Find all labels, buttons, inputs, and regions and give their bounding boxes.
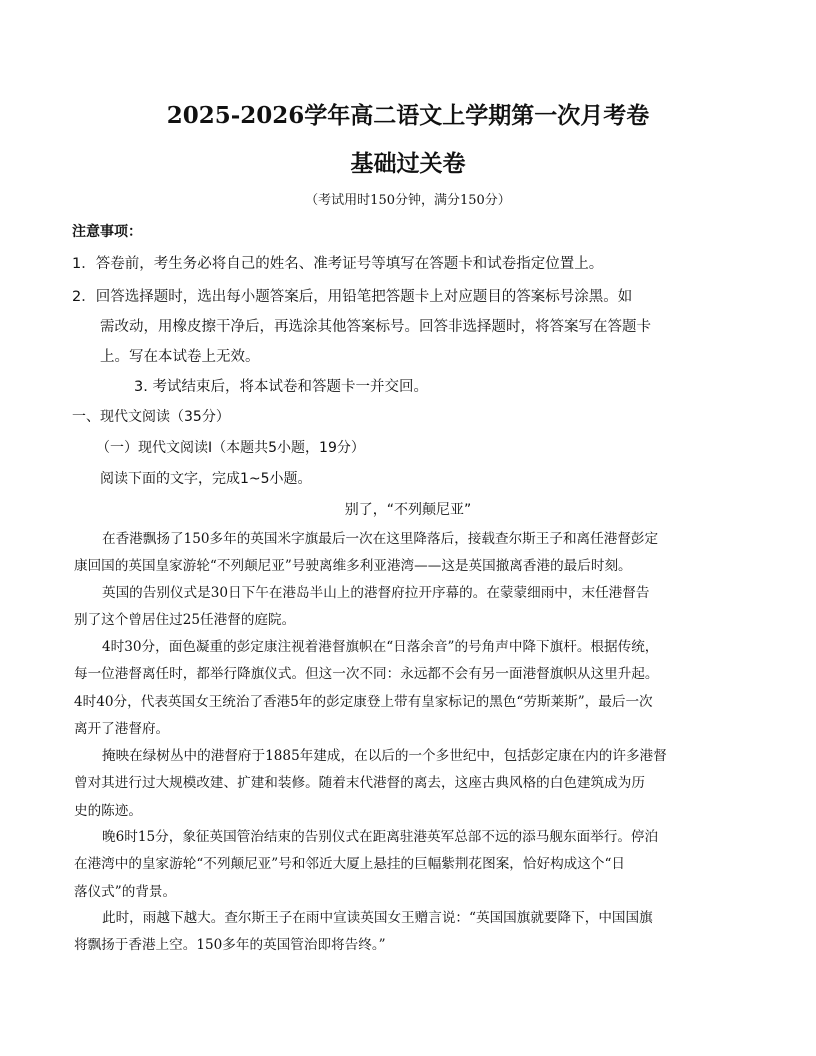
paragraph-line: 曾对其进行过大规模改建、扩建和装修。随着末代港督的离去，这座古典风格的白色建筑成为历 xyxy=(74,775,645,792)
exam-time-note: （考试用时150分钟，满分150分） xyxy=(305,193,511,208)
exam-subtitle-title: 基础过关卷 xyxy=(350,150,466,177)
sub-section-heading: （一）现代文阅读Ⅰ（本题共5小题，19分） xyxy=(96,440,365,456)
paragraph-line: 康回国的英国皇家游轮“不列颠尼亚”号驶离维多利亚港湾——这是英国撤离香港的最后时刻。 xyxy=(74,558,632,575)
article-paragraph-6 xyxy=(74,905,742,960)
paragraph-line: 别了这个曾居住过25任港督的庭院。 xyxy=(74,612,296,629)
paragraph-line: 在港湾中的皇家游轮“不列颠尼亚”号和邻近大厦上悬挂的巨幅紫荆花图案，恰好构成这个“日 xyxy=(74,856,626,873)
notice-heading: 注意事项： xyxy=(72,224,142,240)
paragraph-line: 掩映在绿树丛中的港督府于1885年建成，在以后的一个多世纪中，包括彭定康在内的许多港督 xyxy=(102,748,667,764)
paragraph-line: 落仪式”的背景。 xyxy=(74,883,177,900)
article-paragraph-4 xyxy=(74,743,742,825)
paragraph-line: 此时，雨越下越大。查尔斯王子在雨中宣读英国女王赠言说：“英国国旗就要降下，中国国旗 xyxy=(102,910,653,926)
paragraph-line: 将飘扬于香港上空。150多年的英国管治即将告终。” xyxy=(74,937,386,954)
article-paragraph-3 xyxy=(74,634,742,743)
paragraph-line: 在香港飘扬了150多年的英国米字旗最后一次在这里降落后，接载查尔斯王子和离任港督彭定 xyxy=(102,531,659,547)
notice-item-3: 3. 考试结束后，将本试卷和答题卡一并交回。 xyxy=(134,379,428,395)
reading-instruction: 阅读下面的文字，完成1~5小题。 xyxy=(100,471,312,487)
paragraph-line: 离开了港督府。 xyxy=(74,720,170,737)
article-paragraph-5 xyxy=(74,824,742,906)
paragraph-line: 每一位港督离任时，都举行降旗仪式。但这一次不同：永远都不会有另一面港督旗帜从这里升起。 xyxy=(74,666,659,683)
notice-item-1: 1．答卷前，考生务必将自己的姓名、准考证号等填写在答题卡和试卷指定位置上。 xyxy=(72,256,604,272)
paragraph-line: 4时30分，面色凝重的彭定康注视着港督旗帜在“日落余音”的号角声中降下旗杆。根据传统， xyxy=(102,639,659,655)
paragraph-line: 英国的告别仪式是30日下午在港岛半山上的港督府拉开序幕的。在蒙蒙细雨中，末任港督告 xyxy=(102,585,650,601)
exam-title: 2025-2026学年高二语文上学期第一次月考卷 xyxy=(166,102,650,129)
paragraph-line: 史的陈迹。 xyxy=(74,802,142,819)
paragraph-line: 晚6时15分，象征英国管治结束的告别仪式在距离驻港英军总部不远的添马舰东面举行。停泊 xyxy=(102,829,659,845)
paragraph-line: 4时40分，代表英国女王统治了香港5年的彭定康登上带有皇家标记的黑色“劳斯莱斯”，最后一次 xyxy=(74,693,653,710)
notice-item-2-line-1: 2．回答选择题时，选出每小题答案后，用铅笔把答题卡上对应题目的答案标号涂黑。如 xyxy=(72,289,633,305)
section-heading: 一、现代文阅读（35分） xyxy=(72,409,230,425)
article-paragraph-1 xyxy=(74,526,742,581)
notice-item-2-line-2: 需改动，用橡皮擦干净后，再选涂其他答案标号。回答非选择题时，将答案写在答题卡 xyxy=(100,319,651,335)
article-title: 别了，“不列颠尼亚” xyxy=(344,502,472,518)
notice-item-2-line-3: 上。写在本试卷上无效。 xyxy=(100,349,260,365)
article-paragraph-2 xyxy=(74,580,742,635)
